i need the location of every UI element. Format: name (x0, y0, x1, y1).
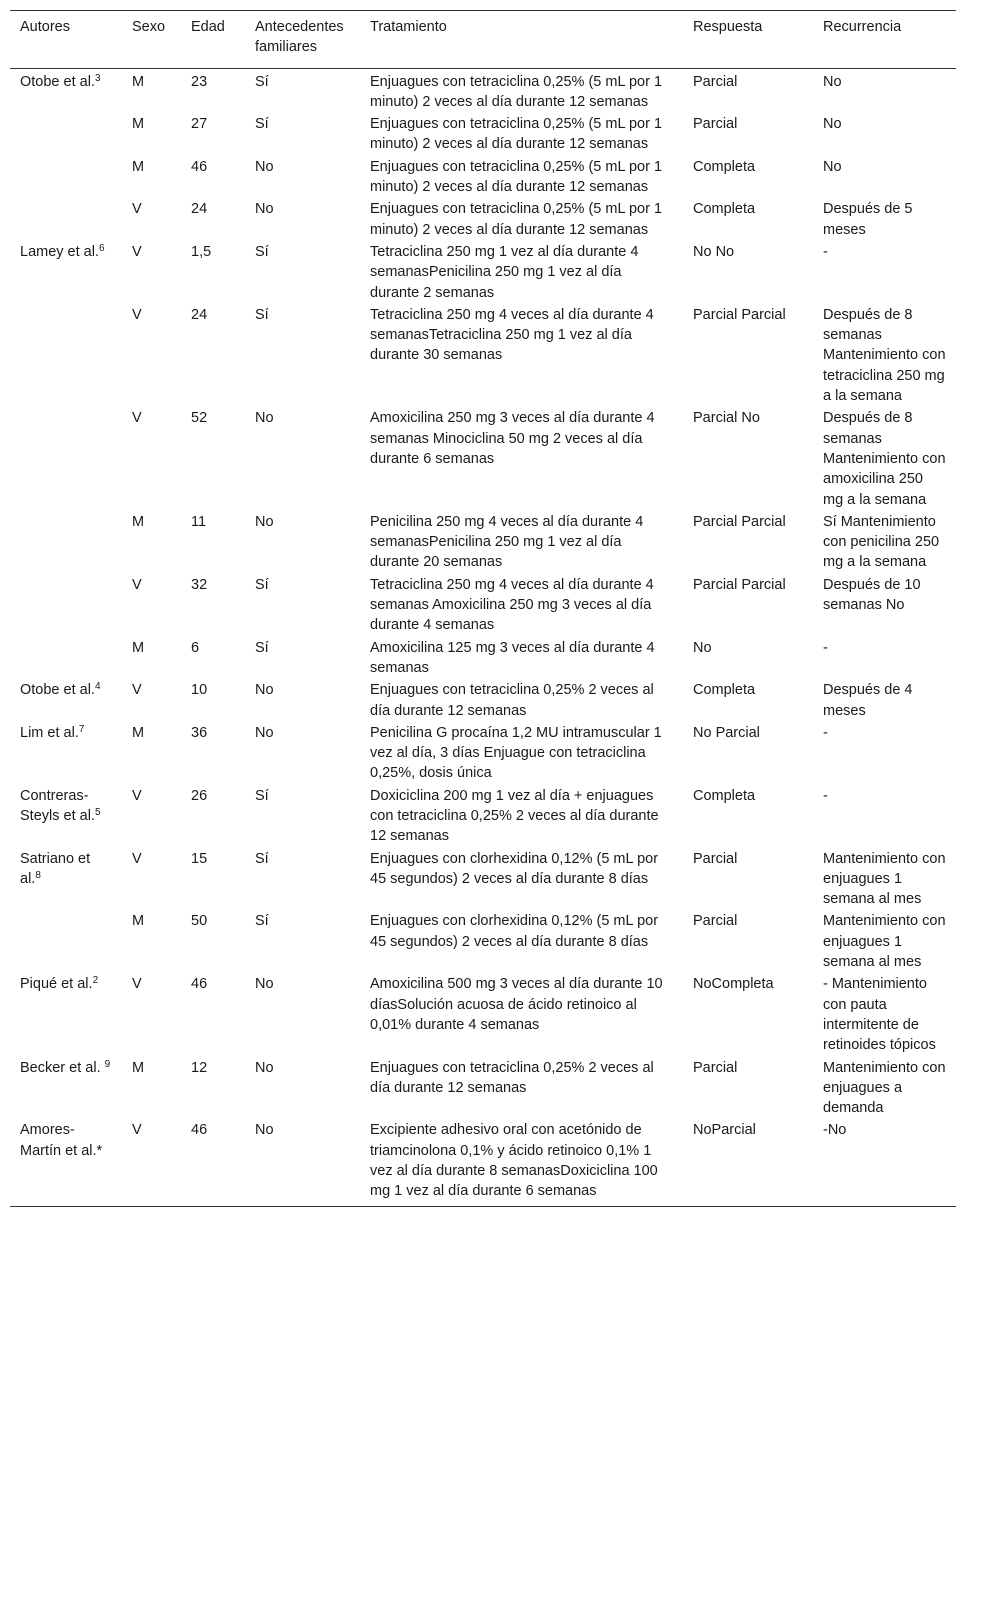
cell-recurrencia-text: Después de 4 meses (823, 682, 913, 719)
cell-tratamiento (360, 156, 683, 199)
cell-recurrencia (813, 910, 956, 973)
table-row (10, 113, 956, 156)
cell-autor (10, 407, 122, 510)
cell-edad (181, 848, 245, 911)
cell-edad-text: 10 (191, 682, 208, 699)
cell-sexo-text: V (132, 306, 142, 323)
cell-tratamiento-text: Tetraciclina 250 mg 4 veces al día durante 4 semanasTetraciclina 250 mg 1 vez al día durante 30 semanas (370, 306, 654, 364)
cell-recurrencia (813, 1057, 956, 1120)
cell-sexo (122, 785, 181, 848)
cell-antecedentes-text: Sí (255, 243, 269, 260)
reference-number: 2 (92, 975, 99, 987)
reference-number: 8 (35, 869, 41, 881)
cell-antecedentes-text: No (255, 513, 274, 530)
cell-respuesta (683, 241, 813, 304)
cell-tratamiento-text: Enjuagues con clorhexidina 0,12% (5 mL por 45 segundos) 2 veces al día durante 8 días (370, 850, 659, 887)
cell-edad (181, 637, 245, 680)
cell-recurrencia (813, 407, 956, 510)
cell-edad (181, 304, 245, 407)
cell-recurrencia (813, 198, 956, 241)
cell-recurrencia (813, 241, 956, 304)
cell-tratamiento (360, 910, 683, 973)
table-row (10, 973, 956, 1056)
table-row (10, 722, 956, 785)
cell-tratamiento-text: Enjuagues con tetraciclina 0,25% 2 veces al día durante 12 semanas (370, 682, 654, 719)
cell-sexo (122, 68, 181, 113)
reference-number: 5 (94, 806, 101, 818)
table-row (10, 785, 956, 848)
cell-antecedentes (245, 973, 360, 1056)
cell-autor (10, 156, 122, 199)
cell-sexo (122, 848, 181, 911)
reference-number: 7 (78, 723, 85, 735)
cell-tratamiento (360, 304, 683, 407)
cell-recurrencia (813, 1119, 956, 1206)
cell-tratamiento-text: Amoxicilina 125 mg 3 veces al día durante 4 semanas (370, 639, 655, 676)
cell-respuesta-text: Parcial Parcial (693, 576, 786, 593)
cell-antecedentes (245, 1119, 360, 1206)
cell-autor (10, 574, 122, 637)
cell-tratamiento (360, 511, 683, 574)
cell-antecedentes (245, 848, 360, 911)
cell-tratamiento (360, 113, 683, 156)
table-row (10, 68, 956, 113)
cell-sexo-text: V (132, 682, 142, 699)
cell-recurrencia (813, 574, 956, 637)
cell-antecedentes (245, 241, 360, 304)
cell-edad (181, 511, 245, 574)
cell-tratamiento-text: Tetraciclina 250 mg 4 veces al día durante 4 semanas Amoxicilina 250 mg 3 veces al día durante 4 semanas (370, 576, 654, 634)
header-sexo: Sexo (122, 11, 181, 69)
cell-sexo-text: M (132, 158, 145, 175)
cell-sexo (122, 910, 181, 973)
cell-tratamiento-text: Enjuagues con tetraciclina 0,25% (5 mL por 1 minuto) 2 veces al día durante 12 semanas (370, 158, 663, 196)
cell-sexo-text: V (132, 201, 142, 218)
cell-autor (10, 304, 122, 407)
cell-respuesta-text: Parcial (693, 116, 738, 133)
header-recurrencia: Recurrencia (813, 11, 956, 69)
cell-edad (181, 1057, 245, 1120)
cell-autor (10, 910, 122, 973)
cell-edad-text: 52 (191, 410, 208, 427)
reference-number: 6 (99, 242, 105, 254)
cell-antecedentes-text: Sí (255, 913, 269, 930)
cell-autor (10, 511, 122, 574)
cell-antecedentes (245, 511, 360, 574)
table-row (10, 1119, 956, 1206)
cell-tratamiento-text: Enjuagues con tetraciclina 0,25% (5 mL por 1 minuto) 2 veces al día durante 12 semanas (370, 73, 663, 110)
cell-tratamiento (360, 574, 683, 637)
cell-tratamiento (360, 848, 683, 911)
cell-antecedentes-text: Sí (255, 73, 269, 90)
cell-edad (181, 679, 245, 722)
cell-recurrencia (813, 973, 956, 1056)
cell-recurrencia-text: Mantenimiento con enjuagues a demanda (823, 1059, 946, 1117)
cell-tratamiento (360, 241, 683, 304)
cell-respuesta-text: Parcial (693, 1059, 738, 1076)
cell-respuesta-text: Parcial (693, 850, 738, 867)
cell-edad (181, 910, 245, 973)
table-row (10, 679, 956, 722)
cell-antecedentes (245, 304, 360, 407)
cell-recurrencia (813, 156, 956, 199)
reference-number: 4 (94, 681, 101, 693)
cell-tratamiento-text: Excipiente adhesivo oral con acetónido de triamcinolona 0,1% y ácido retinoico 0,1% 1 vez al día durante 8 semanasDoxiciclina 100 mg 1 vez al día durante 6 semanas (370, 1122, 658, 1200)
cell-respuesta (683, 848, 813, 911)
cell-autor-text: Lim et al. (20, 724, 79, 741)
cell-sexo-text: V (132, 1122, 142, 1139)
cell-recurrencia-text: Sí Mantenimiento con penicilina 250 mg a la semana (823, 513, 940, 571)
cell-antecedentes-text: Sí (255, 306, 269, 323)
cell-antecedentes (245, 785, 360, 848)
cell-respuesta (683, 574, 813, 637)
cell-antecedentes (245, 68, 360, 113)
cell-autor-text: Lamey et al. (20, 243, 99, 260)
cell-antecedentes-text: Sí (255, 576, 269, 593)
cell-edad-text: 12 (191, 1059, 208, 1076)
cell-sexo (122, 304, 181, 407)
cell-edad (181, 1119, 245, 1206)
cell-respuesta (683, 113, 813, 156)
cell-recurrencia (813, 113, 956, 156)
cell-autor-text: Amores-Martín et al.* (20, 1122, 103, 1159)
cell-antecedentes (245, 574, 360, 637)
cell-sexo-text: M (132, 913, 145, 930)
table-header (10, 11, 956, 69)
cell-antecedentes (245, 910, 360, 973)
cell-edad-text: 32 (191, 576, 208, 593)
data-table (10, 10, 956, 1207)
cell-respuesta (683, 785, 813, 848)
cell-antecedentes-text: No (255, 682, 274, 699)
cell-respuesta (683, 511, 813, 574)
cell-recurrencia-text: Mantenimiento con enjuagues 1 semana al mes (823, 850, 946, 908)
cell-recurrencia (813, 785, 956, 848)
table-row (10, 241, 956, 304)
cell-recurrencia-text: Mantenimiento con enjuagues 1 semana al mes (823, 913, 946, 971)
table-row (10, 304, 956, 407)
cell-tratamiento (360, 68, 683, 113)
cell-respuesta-text: No Parcial (693, 724, 760, 741)
header-edad: Edad (181, 11, 245, 69)
cell-recurrencia-text: No (823, 158, 842, 175)
table-row (10, 511, 956, 574)
cell-tratamiento-text: Amoxicilina 500 mg 3 veces al día durante 10 díasSolución acuosa de ácido retinoico al 0,01% durante 4 semanas (370, 976, 663, 1033)
cell-sexo (122, 1119, 181, 1206)
cell-recurrencia (813, 679, 956, 722)
cell-autor-text: Contreras-Steyls et al. (20, 787, 95, 824)
table-row (10, 407, 956, 510)
cell-tratamiento (360, 1119, 683, 1206)
cell-edad-text: 6 (191, 639, 200, 656)
cell-antecedentes-text: No (255, 201, 274, 218)
cell-edad (181, 574, 245, 637)
cell-respuesta (683, 722, 813, 785)
cell-autor (10, 68, 122, 113)
cell-sexo (122, 198, 181, 241)
cell-respuesta (683, 304, 813, 407)
cell-recurrencia-text: - (823, 639, 828, 656)
table-row (10, 574, 956, 637)
cell-sexo (122, 679, 181, 722)
cell-edad-text: 1,5 (191, 243, 212, 260)
cell-tratamiento-text: Enjuagues con tetraciclina 0,25% 2 veces al día durante 12 semanas (370, 1059, 654, 1096)
cell-respuesta-text: Completa (693, 787, 756, 804)
cell-sexo (122, 113, 181, 156)
reference-number: 3 (94, 72, 101, 84)
cell-sexo-text: V (132, 410, 142, 427)
cell-respuesta-text: Parcial Parcial (693, 513, 786, 530)
cell-sexo (122, 637, 181, 680)
cell-autor (10, 679, 122, 722)
cell-sexo (122, 511, 181, 574)
cell-sexo (122, 973, 181, 1056)
cell-edad-text: 15 (191, 850, 208, 867)
cell-respuesta-text: Parcial No (693, 410, 760, 427)
cell-autor-text: Piqué et al. (20, 976, 93, 993)
cell-respuesta-text: No (693, 639, 712, 656)
cell-autor (10, 722, 122, 785)
cell-respuesta (683, 637, 813, 680)
cell-tratamiento (360, 785, 683, 848)
cell-sexo (122, 1057, 181, 1120)
table-row (10, 910, 956, 973)
cell-recurrencia (813, 637, 956, 680)
cell-tratamiento (360, 679, 683, 722)
cell-recurrencia-text: Después de 8 semanas Mantenimiento con amoxicilina 250 mg a la semana (823, 410, 946, 508)
cell-antecedentes (245, 722, 360, 785)
cell-antecedentes (245, 198, 360, 241)
cell-edad-text: 27 (191, 116, 208, 133)
cell-tratamiento (360, 198, 683, 241)
cell-sexo-text: M (132, 73, 145, 90)
cell-antecedentes (245, 407, 360, 510)
cell-recurrencia (813, 511, 956, 574)
cell-antecedentes (245, 637, 360, 680)
cell-antecedentes (245, 679, 360, 722)
cell-respuesta-text: Parcial (693, 73, 738, 90)
cell-antecedentes-text: Sí (255, 116, 269, 133)
cell-respuesta-text: Completa (693, 158, 756, 175)
cell-recurrencia (813, 848, 956, 911)
cell-antecedentes-text: No (255, 158, 274, 175)
cell-respuesta-text: Parcial (693, 913, 738, 930)
cell-edad-text: 46 (191, 1122, 208, 1139)
cell-antecedentes-text: No (255, 976, 274, 993)
cell-antecedentes (245, 1057, 360, 1120)
cell-respuesta (683, 407, 813, 510)
cell-edad (181, 241, 245, 304)
cell-antecedentes-text: Sí (255, 850, 269, 867)
cell-antecedentes-text: No (255, 724, 274, 741)
cell-antecedentes-text: No (255, 1059, 274, 1076)
cell-respuesta-text: NoCompleta (693, 976, 774, 993)
cell-sexo-text: M (132, 513, 145, 530)
cell-antecedentes (245, 156, 360, 199)
header-autores: Autores (10, 11, 122, 69)
cell-edad-text: 26 (191, 787, 208, 804)
cell-autor (10, 973, 122, 1056)
cell-sexo (122, 241, 181, 304)
table-container (10, 10, 956, 1207)
cell-recurrencia-text: - (823, 724, 828, 741)
cell-recurrencia-text: No (823, 116, 842, 133)
cell-antecedentes-text: Sí (255, 639, 269, 656)
cell-edad-text: 50 (191, 913, 208, 930)
cell-autor (10, 637, 122, 680)
cell-sexo (122, 722, 181, 785)
header-tratamiento: Tratamiento (360, 11, 683, 69)
cell-edad (181, 973, 245, 1056)
cell-edad (181, 68, 245, 113)
cell-edad-text: 24 (191, 201, 208, 218)
cell-sexo-text: M (132, 724, 145, 741)
table-row (10, 198, 956, 241)
cell-autor (10, 848, 122, 911)
cell-sexo-text: M (132, 116, 145, 133)
cell-edad-text: 24 (191, 306, 208, 323)
cell-tratamiento-text: Enjuagues con tetraciclina 0,25% (5 mL por 1 minuto) 2 veces al día durante 12 semanas (370, 201, 663, 238)
cell-edad (181, 113, 245, 156)
cell-autor (10, 785, 122, 848)
cell-antecedentes-text: Sí (255, 787, 269, 804)
cell-respuesta (683, 1119, 813, 1206)
reference-number: 9 (104, 1058, 111, 1070)
cell-edad-text: 23 (191, 73, 208, 90)
cell-edad (181, 722, 245, 785)
cell-sexo-text: M (132, 639, 145, 656)
cell-tratamiento-text: Enjuagues con tetraciclina 0,25% (5 mL por 1 minuto) 2 veces al día durante 12 semanas (370, 116, 663, 153)
cell-tratamiento-text: Enjuagues con clorhexidina 0,12% (5 mL por 45 segundos) 2 veces al día durante 8 días (370, 913, 659, 950)
cell-autor (10, 1057, 122, 1120)
cell-autor-text: Otobe et al. (20, 73, 95, 90)
header-respuesta: Respuesta (683, 11, 813, 69)
cell-tratamiento-text: Amoxicilina 250 mg 3 veces al día durante 4 semanas Minociclina 50 mg 2 veces al día durante 6 semanas (370, 410, 655, 467)
cell-recurrencia-text: Después de 5 meses (823, 201, 913, 238)
cell-antecedentes-text: No (255, 1122, 274, 1139)
cell-edad-text: 11 (191, 513, 207, 530)
table-row (10, 156, 956, 199)
cell-respuesta (683, 68, 813, 113)
cell-recurrencia (813, 304, 956, 407)
cell-autor-text: Satriano et al. (20, 850, 91, 887)
cell-autor-text: Otobe et al. (20, 682, 95, 699)
cell-respuesta (683, 198, 813, 241)
cell-respuesta (683, 973, 813, 1056)
cell-edad (181, 156, 245, 199)
cell-sexo-text: V (132, 976, 142, 993)
cell-tratamiento (360, 722, 683, 785)
cell-respuesta (683, 1057, 813, 1120)
cell-sexo-text: V (132, 850, 142, 867)
cell-sexo-text: V (132, 243, 142, 260)
cell-sexo (122, 407, 181, 510)
cell-sexo-text: V (132, 787, 142, 804)
cell-tratamiento (360, 407, 683, 510)
cell-respuesta-text: Completa (693, 201, 756, 218)
cell-respuesta (683, 679, 813, 722)
cell-autor-text: Becker et al. (20, 1059, 105, 1076)
cell-antecedentes-text: No (255, 410, 274, 427)
cell-recurrencia (813, 722, 956, 785)
cell-recurrencia-text: - (823, 243, 828, 260)
cell-recurrencia-text: Después de 8 semanas Mantenimiento con tetraciclina 250 mg a la semana (823, 306, 946, 405)
cell-edad (181, 407, 245, 510)
cell-edad-text: 46 (191, 976, 208, 993)
cell-edad-text: 36 (191, 724, 208, 741)
cell-recurrencia-text: - Mantenimiento con pauta intermitente de retinoides tópicos (823, 976, 936, 1054)
cell-autor (10, 113, 122, 156)
cell-recurrencia-text: No (823, 73, 842, 90)
cell-respuesta-text: No No (693, 243, 735, 260)
cell-tratamiento-text: Penicilina G procaína 1,2 MU intramuscular 1 vez al día, 3 días Enjuague con tetraciclina 0,25%, dosis única (370, 724, 662, 782)
cell-respuesta-text: Completa (693, 682, 756, 699)
cell-sexo (122, 156, 181, 199)
table-row (10, 637, 956, 680)
cell-respuesta (683, 156, 813, 199)
cell-tratamiento-text: Doxiciclina 200 mg 1 vez al día + enjuagues con tetraciclina 0,25% 2 veces al día durante 12 semanas (370, 787, 659, 845)
cell-recurrencia-text: - (823, 787, 828, 804)
cell-antecedentes (245, 113, 360, 156)
cell-tratamiento (360, 973, 683, 1056)
cell-tratamiento (360, 637, 683, 680)
cell-respuesta (683, 910, 813, 973)
cell-sexo (122, 574, 181, 637)
cell-tratamiento (360, 1057, 683, 1120)
cell-sexo-text: V (132, 576, 142, 593)
cell-recurrencia-text: -No (823, 1122, 847, 1139)
cell-edad (181, 785, 245, 848)
cell-recurrencia (813, 68, 956, 113)
cell-edad (181, 198, 245, 241)
header-antecedentes: Antecedentes familiares (245, 11, 360, 69)
cell-tratamiento-text: Tetraciclina 250 mg 1 vez al día durante 4 semanasPenicilina 250 mg 1 vez al día durante 2 semanas (370, 243, 639, 301)
cell-autor (10, 1119, 122, 1206)
cell-sexo-text: M (132, 1059, 145, 1076)
table-row (10, 848, 956, 911)
cell-recurrencia-text: Después de 10 semanas No (823, 576, 921, 614)
cell-edad-text: 46 (191, 158, 208, 175)
cell-tratamiento-text: Penicilina 250 mg 4 veces al día durante 4 semanasPenicilina 250 mg 1 vez al día durante 20 semanas (370, 513, 644, 571)
cell-autor (10, 198, 122, 241)
table-row (10, 1057, 956, 1120)
cell-autor (10, 241, 122, 304)
cell-respuesta-text: Parcial Parcial (693, 306, 786, 323)
table-body (10, 68, 956, 1206)
cell-respuesta-text: NoParcial (693, 1122, 756, 1139)
